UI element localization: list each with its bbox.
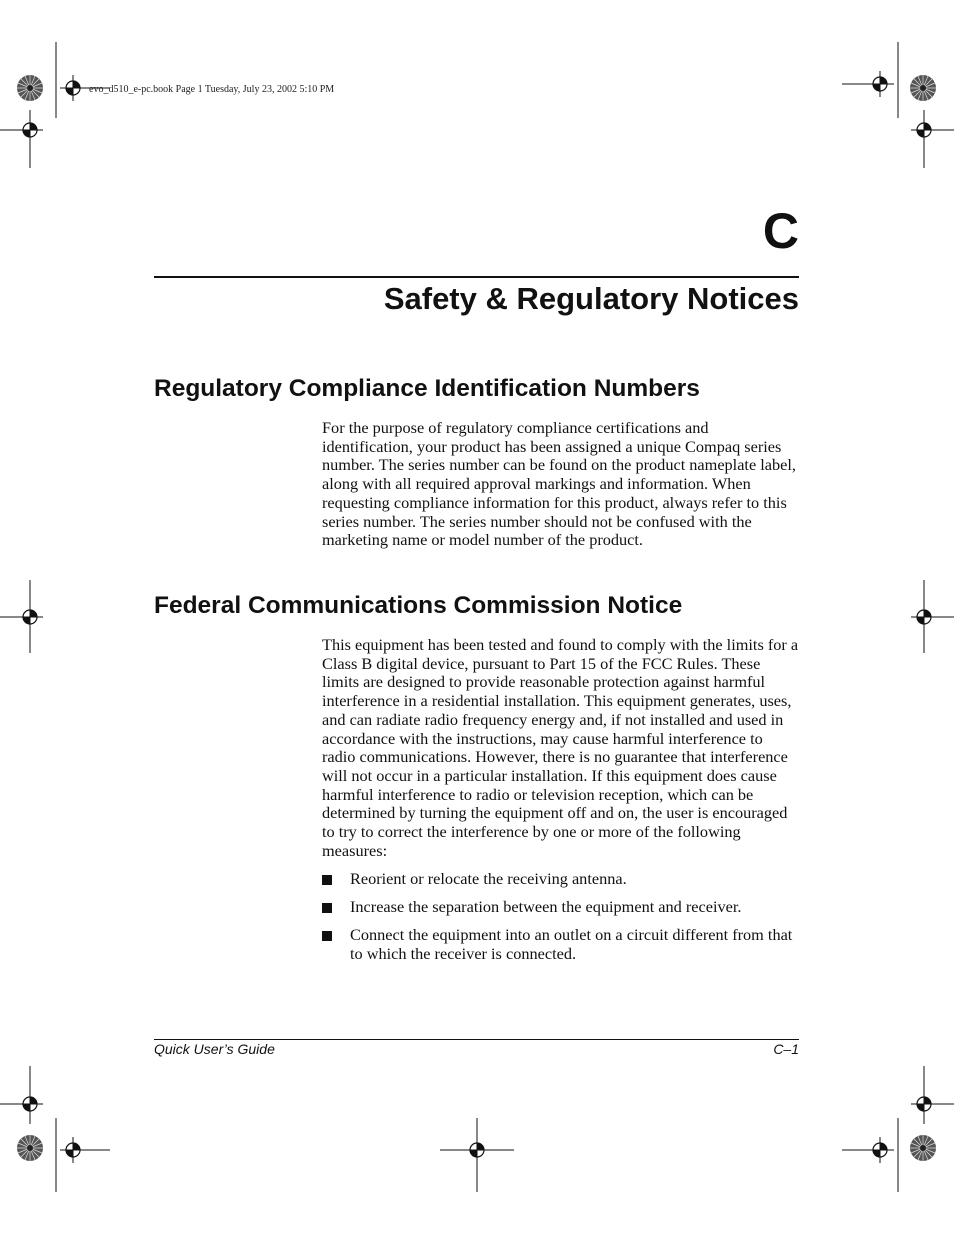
star-target-top-left: [17, 75, 43, 101]
star-target-bottom-left: [17, 1135, 43, 1161]
fcc-notice-paragraph: This equipment has been tested and found to comply with the limits for a Class B digital device, pursuant to Part 15 of the FCC Rules. These limits are designed to provide reasonable protection against harmful interference in a residential installation. This equipment generates, uses, and can radiate radio frequency energy and, if not installed and used in accordance with the instructions, may cause harmful interference to radio communications. However, there is no guarantee that interference will not occur in a particular installation. If this equipment does cause harmful interference to radio or television reception, which can be determined by turning the equipment off and on, the user is encouraged to try to correct the interference by one or more of the following measures:: [322, 635, 799, 860]
footer-divider: [154, 1039, 799, 1040]
footer-page-number: C–1: [773, 1041, 799, 1057]
chapter-title: Safety & Regulatory Notices: [383, 281, 799, 316]
list-item: [322, 926, 800, 963]
section-heading-fcc-notice: Federal Communications Commission Notice: [154, 592, 683, 619]
regulatory-compliance-paragraph: For the purpose of regulatory compliance certifications and identification, your product has been assigned a unique Compaq series number. The series number can be found on the product nameplate label, along with all required approval markings and information. When requesting compliance information for this product, always refer to this series number. The series number should not be confused with the marketing name or model number of the product.: [322, 418, 796, 550]
list-item-text: Connect the equipment into an outlet on a circuit different from that to which the receiver is connected.: [350, 925, 793, 963]
list-item-text: Reorient or relocate the receiving antenna.: [350, 869, 627, 888]
fcc-measures-list: [322, 870, 800, 973]
chapter-divider: [154, 276, 799, 278]
star-target-bottom-right: [910, 1135, 936, 1161]
section-heading-regulatory-compliance: Regulatory Compliance Identification Numbers: [154, 375, 700, 402]
list-item: [322, 870, 800, 889]
square-bullet-icon: [322, 875, 332, 885]
footer-guide-title: Quick User’s Guide: [154, 1041, 275, 1057]
square-bullet-icon: [322, 903, 332, 913]
chapter-letter: C: [762, 203, 799, 259]
list-item: [322, 898, 800, 917]
list-item-text: Increase the separation between the equipment and receiver.: [350, 897, 742, 916]
star-target-top-right: [910, 75, 936, 101]
crop-slug-line: evo_d510_e-pc.book Page 1 Tuesday, July 23, 2002 5:10 PM: [89, 84, 335, 95]
square-bullet-icon: [322, 931, 332, 941]
